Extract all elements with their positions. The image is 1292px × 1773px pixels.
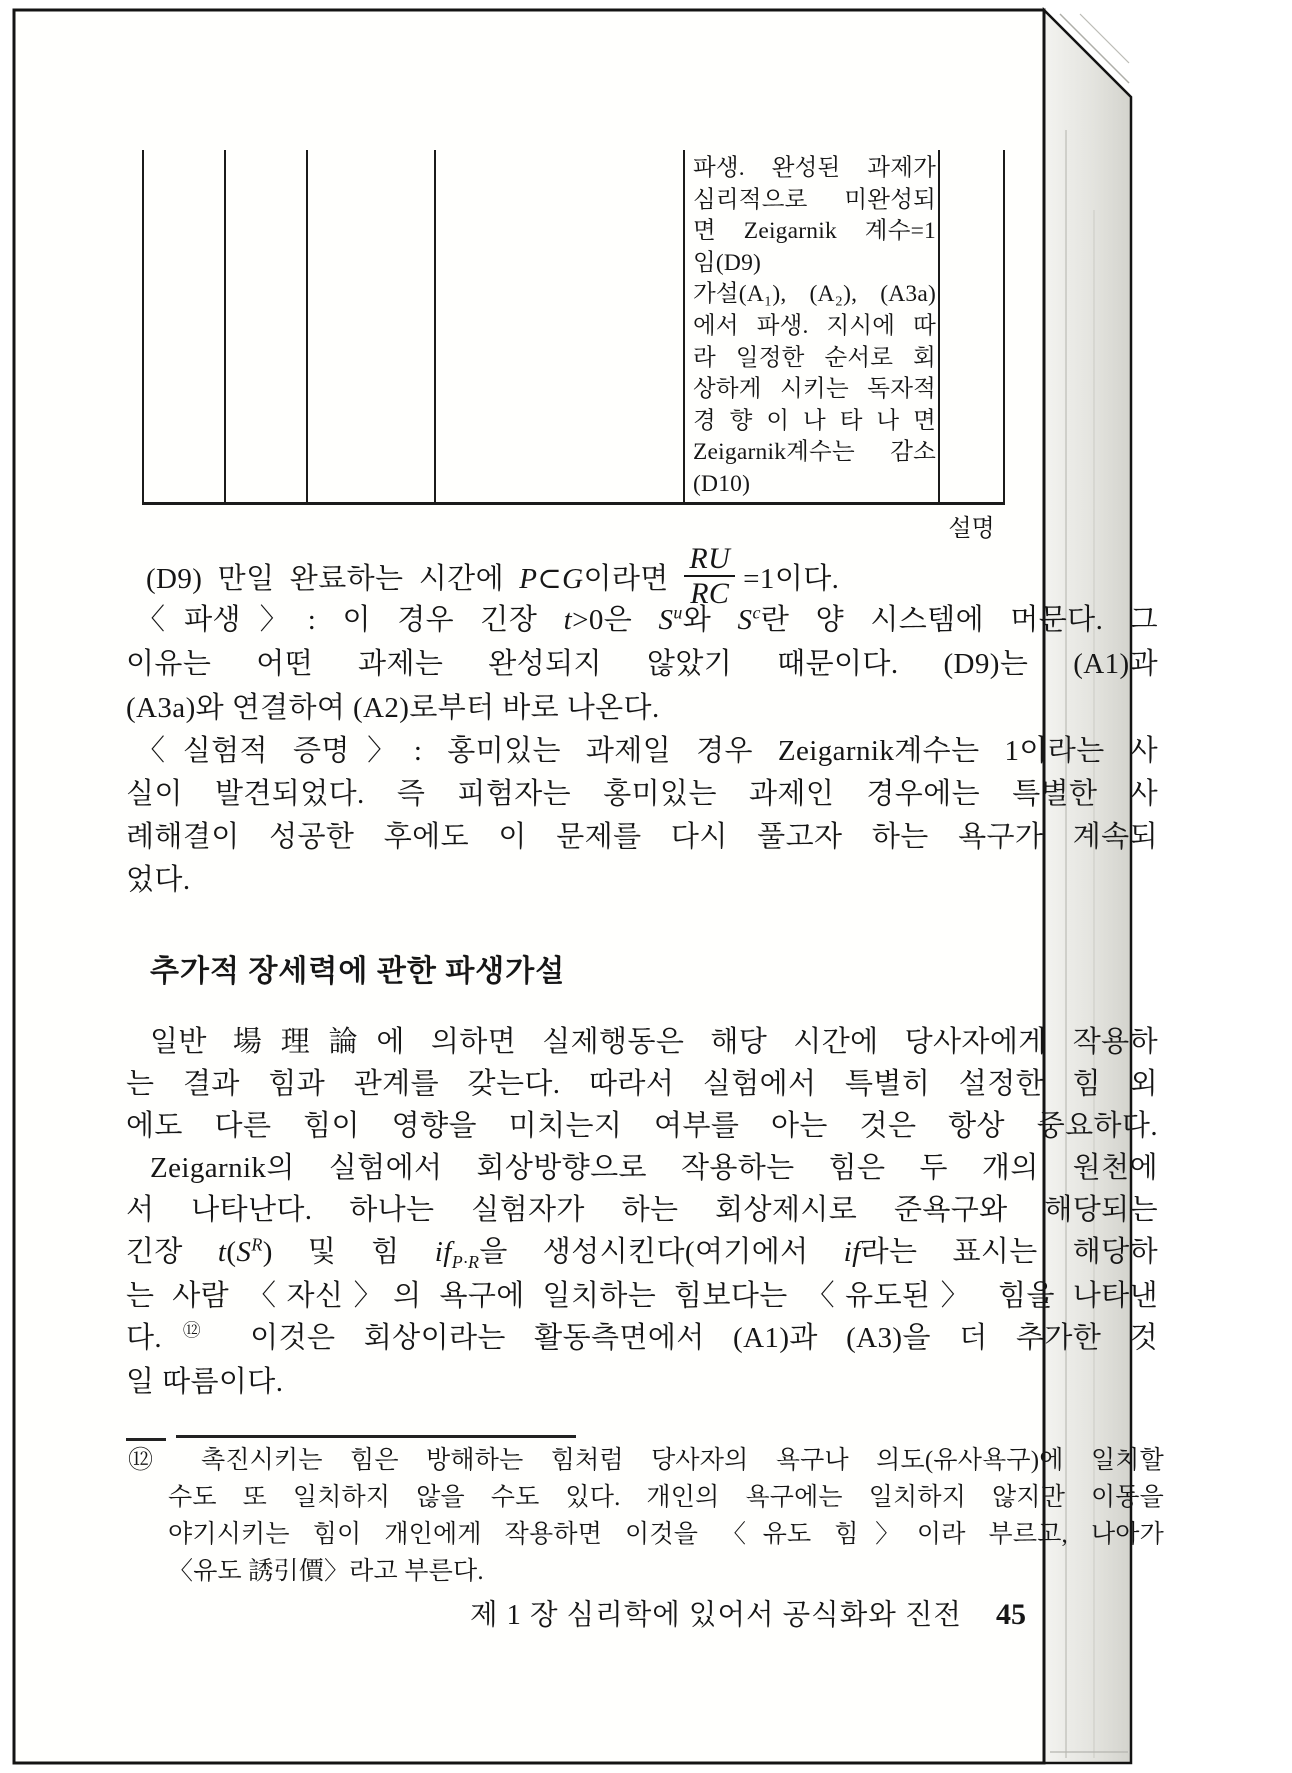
derivation-line: 상하게 시키는 독자적 bbox=[693, 376, 936, 403]
derivation-line: 경 향 이 나 타 나 면 bbox=[693, 407, 936, 434]
fraction-denominator: RC bbox=[690, 577, 730, 610]
text-line: 는 사람 〈자신〉의 욕구에 일치하는 힘보다는 〈유도된〉 힘을 나타낸 bbox=[126, 1280, 1158, 1312]
text-line: 서 나타난다. 하나는 실험자가 하는 회상제시로 준욕구와 해당되는 bbox=[126, 1194, 1158, 1226]
derivation-line: 면 Zeigarnik 계수=1 bbox=[693, 218, 936, 245]
text-line: 일반 場理論에 의하면 실제행동은 해당 시간에 당사자에게 작용하 bbox=[150, 1026, 1158, 1058]
derivation-line: (D10) bbox=[693, 470, 751, 497]
footnote-line: ⑫ 촉진시키는 힘은 방해하는 힘처럼 당사자의 욕구나 의도(유사욕구)에 일치할 bbox=[128, 1447, 1164, 1474]
table-vline bbox=[1003, 150, 1005, 502]
footnote-rule-short bbox=[126, 1438, 166, 1441]
text-line: 례해결이 성공한 후에도 이 문제를 다시 풀고자 하는 욕구가 계속되 bbox=[126, 821, 1158, 853]
derivation-line: Zeigarnik계수는 감소 bbox=[693, 439, 936, 466]
text-line: 〈파생〉: 이 경우 긴장 t>0은 $S^u$와 $S^c$란 양 시스템에 머문다. 그 bbox=[136, 602, 1158, 636]
section-heading: 추가적 장세력에 관한 파생가설 bbox=[150, 955, 566, 988]
text-line: 일 따름이다. bbox=[126, 1366, 284, 1398]
text-line: 에도 다른 힘이 영향을 미치는지 여부를 아는 것은 항상 중요하다. bbox=[126, 1110, 1158, 1142]
text-line: 긴장 $t(S^R)$ 및 힘 $if_{P\cdot R}$을 생성시킨다(여기에서 if라는 표시는 해당하 bbox=[126, 1234, 1158, 1272]
text-line: 〈실험적 증명〉: 홍미있는 과제일 경우 Zeigarnik계수는 1이라는 사 bbox=[136, 735, 1158, 767]
footnote-line: 〈유도 誘引價〉라고 부른다. bbox=[168, 1558, 484, 1585]
text-line: Zeigarnik의 실험에서 회상방향으로 작용하는 힘은 두 개의 원천에 bbox=[150, 1152, 1158, 1184]
text-line: 다.⑫ 이것은 회상이라는 활동측면에서 (A1)과 (A3)을 더 추가한 것 bbox=[126, 1320, 1158, 1354]
table-vline bbox=[142, 150, 144, 502]
fraction-numerator: RU bbox=[684, 543, 735, 578]
table-vline bbox=[224, 150, 226, 502]
table-vline bbox=[938, 150, 940, 502]
derivation-line: 파생. 완성된 과제가 bbox=[693, 155, 936, 181]
text-line: 었다. bbox=[126, 864, 191, 896]
footnote-line: 수도 또 일치하지 않을 수도 있다. 개인의 욕구에는 일치하지 않지만 이동을 bbox=[168, 1484, 1164, 1511]
footer-page-number: 45 bbox=[995, 1598, 1026, 1631]
derivation-line: 임(D9) bbox=[693, 249, 762, 276]
derivation-line: 가설(A₁), (A₂), (A3a) bbox=[693, 281, 936, 308]
formula-post-text: =1이다. bbox=[743, 562, 840, 595]
table-vline bbox=[306, 150, 308, 502]
table-fragment bbox=[142, 150, 1005, 542]
derivation-cell bbox=[693, 153, 936, 501]
footer-chapter-title: 제 1 장 심리학에 있어서 공식화와 진전 bbox=[470, 1600, 962, 1631]
derivation-line: 심리적으로 미완성되 bbox=[693, 186, 936, 213]
derivation-line: 에서 파생. 지시에 따 bbox=[693, 312, 936, 339]
footnote-rule-long bbox=[176, 1435, 576, 1438]
text-line: 는 결과 힘과 관계를 갖는다. 따라서 실험에서 특별히 설정한 힘 외 bbox=[126, 1068, 1158, 1100]
explanation-label: 설명 bbox=[948, 516, 995, 542]
text-line: 이유는 어떤 과제는 완성되지 않았기 때문이다. (D9)는 (A1)과 bbox=[126, 648, 1158, 680]
page-footer bbox=[470, 1592, 1026, 1636]
explanation-cell bbox=[940, 514, 1003, 544]
table-vline bbox=[683, 150, 685, 502]
text-line: 실이 발견되었다. 즉 피험자는 홍미있는 과제인 경우에는 특별한 사 bbox=[126, 778, 1158, 810]
text-line: (A3a)와 연결하여 (A2)로부터 바로 나온다. bbox=[126, 692, 660, 724]
footnote-line: 야기시키는 힘이 개인에게 작용하면 이것을 〈유도 힘〉이라 부르고, 나아가 bbox=[168, 1521, 1164, 1548]
formula-pre-text: (D9) 만일 완료하는 시간에 P⊂G이라면 bbox=[146, 562, 677, 595]
table-vline bbox=[434, 150, 436, 502]
derivation-line: 라 일정한 순서로 회 bbox=[693, 344, 936, 371]
